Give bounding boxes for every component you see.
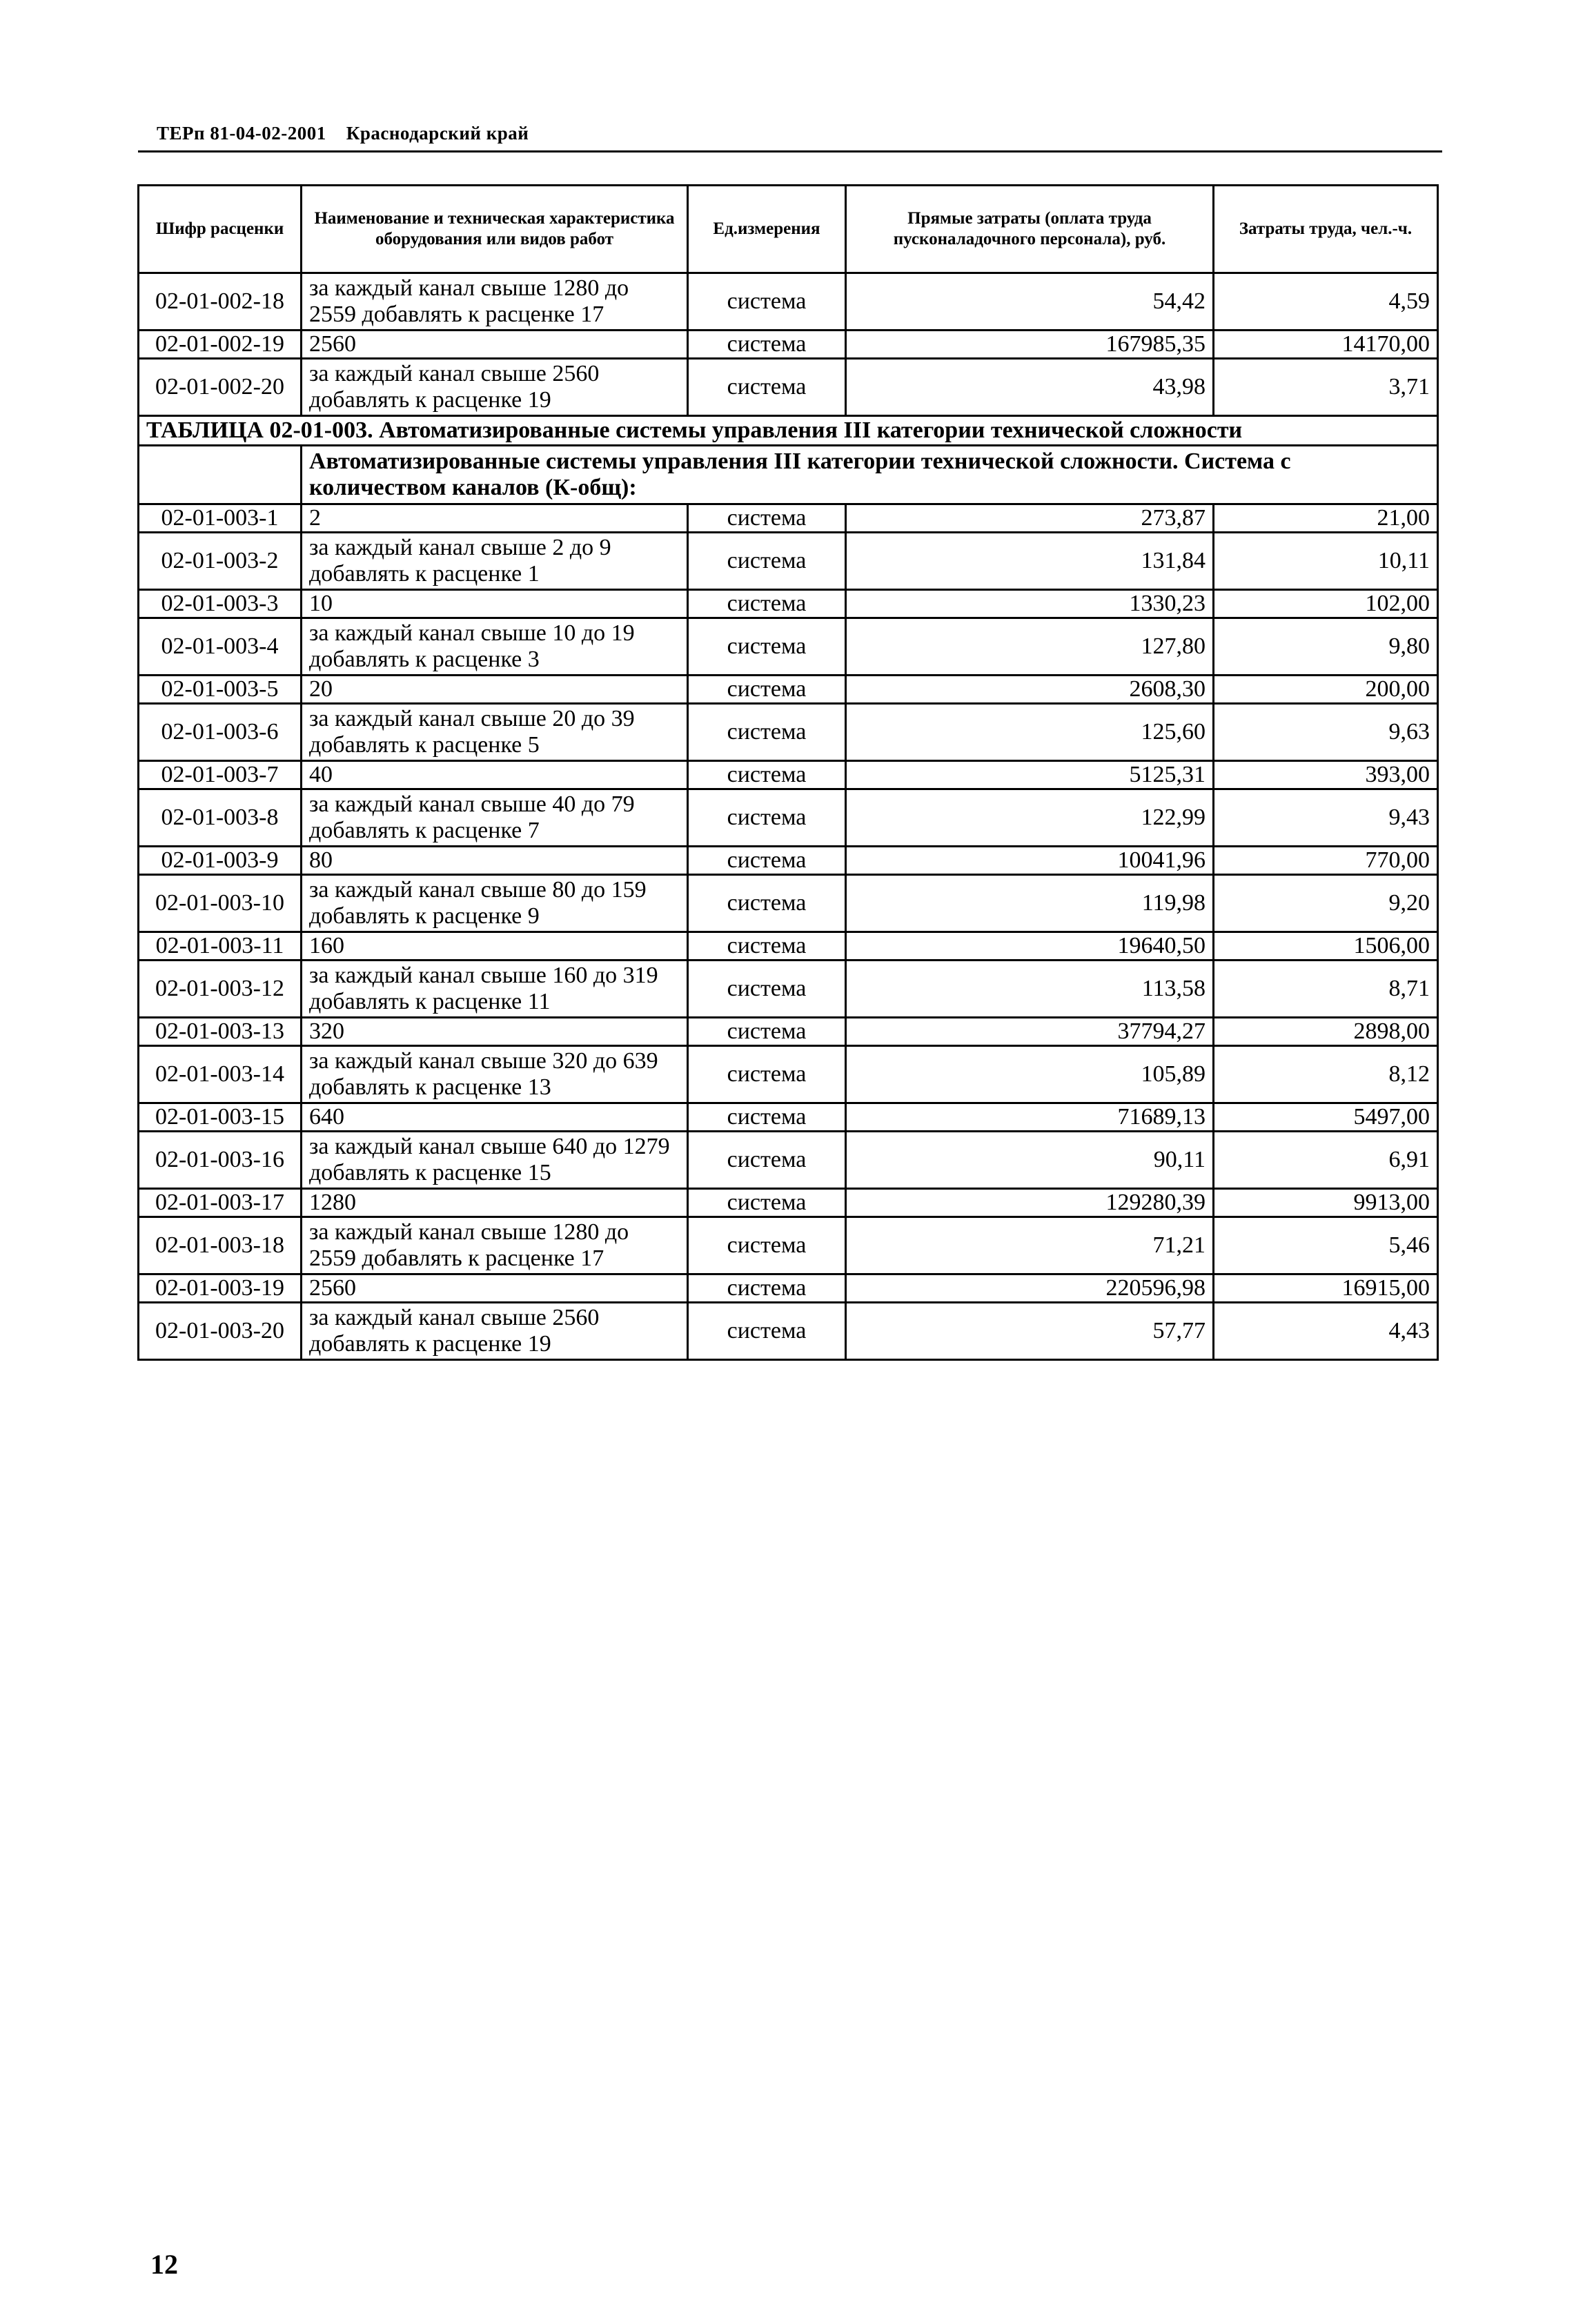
table-row — [139, 504, 1438, 533]
labor-cost: 9913,00 — [1214, 1189, 1438, 1217]
direct-cost: 37794,27 — [846, 1018, 1214, 1046]
labor-cost: 1506,00 — [1214, 932, 1438, 961]
table-row — [139, 1217, 1438, 1274]
table-row — [139, 533, 1438, 590]
direct-cost: 90,11 — [846, 1132, 1214, 1189]
table-row — [139, 875, 1438, 932]
labor-cost: 2898,00 — [1214, 1018, 1438, 1046]
unit-of-measure: система — [688, 1303, 846, 1360]
direct-cost: 127,80 — [846, 618, 1214, 676]
labor-cost: 9,43 — [1214, 789, 1438, 847]
direct-cost: 54,42 — [846, 273, 1214, 331]
rate-code: 02-01-003-2 — [139, 533, 302, 590]
direct-cost: 119,98 — [846, 875, 1214, 932]
direct-cost: 10041,96 — [846, 847, 1214, 875]
work-description: за каждый канал свыше 1280 до 2559 добавлять к расценке 17 — [302, 1217, 688, 1274]
column-header-name: Наименование и техническая характеристика оборудования или видов работ — [302, 186, 688, 273]
labor-cost: 5497,00 — [1214, 1103, 1438, 1132]
work-description: за каждый канал свыше 2560 добавлять к расценке 19 — [302, 1303, 688, 1360]
unit-of-measure: система — [688, 1018, 846, 1046]
direct-cost: 220596,98 — [846, 1274, 1214, 1303]
unit-of-measure: система — [688, 676, 846, 704]
rate-code: 02-01-003-1 — [139, 504, 302, 533]
labor-cost: 770,00 — [1214, 847, 1438, 875]
unit-of-measure: система — [688, 331, 846, 359]
rate-code: 02-01-003-20 — [139, 1303, 302, 1360]
direct-cost: 71689,13 — [846, 1103, 1214, 1132]
work-description: за каждый канал свыше 160 до 319 добавлять к расценке 11 — [302, 961, 688, 1018]
work-description: 160 — [302, 932, 688, 961]
unit-of-measure: система — [688, 1274, 846, 1303]
column-header-code: Шифр расценки — [139, 186, 302, 273]
labor-cost: 16915,00 — [1214, 1274, 1438, 1303]
work-description: за каждый канал свыше 2560 добавлять к расценке 19 — [302, 359, 688, 416]
group-title: Автоматизированные системы управления III категории технической сложности. Система с количеством каналов (К-общ): — [302, 446, 1438, 504]
labor-cost: 3,71 — [1214, 359, 1438, 416]
table-body-a — [139, 273, 1438, 416]
work-description: 1280 — [302, 1189, 688, 1217]
direct-cost: 129280,39 — [846, 1189, 1214, 1217]
rate-code: 02-01-003-5 — [139, 676, 302, 704]
region-name: Краснодарский край — [346, 123, 529, 144]
work-description: 640 — [302, 1103, 688, 1132]
direct-cost: 19640,50 — [846, 932, 1214, 961]
rate-code: 02-01-003-13 — [139, 1018, 302, 1046]
table-row — [139, 704, 1438, 761]
labor-cost: 14170,00 — [1214, 331, 1438, 359]
work-description: за каждый канал свыше 640 до 1279 добавлять к расценке 15 — [302, 1132, 688, 1189]
labor-cost: 4,59 — [1214, 273, 1438, 331]
work-description: 2560 — [302, 331, 688, 359]
table-row — [139, 961, 1438, 1018]
rate-code: 02-01-003-8 — [139, 789, 302, 847]
table-row — [139, 1303, 1438, 1360]
work-description: 40 — [302, 761, 688, 789]
direct-cost: 131,84 — [846, 533, 1214, 590]
labor-cost: 6,91 — [1214, 1132, 1438, 1189]
direct-cost: 125,60 — [846, 704, 1214, 761]
work-description: за каждый канал свыше 20 до 39 добавлять к расценке 5 — [302, 704, 688, 761]
table-row — [139, 618, 1438, 676]
column-header-labor: Затраты труда, чел.-ч. — [1214, 186, 1438, 273]
unit-of-measure: система — [688, 1189, 846, 1217]
unit-of-measure: система — [688, 847, 846, 875]
table-row — [139, 331, 1438, 359]
rate-code: 02-01-003-19 — [139, 1274, 302, 1303]
labor-cost: 8,71 — [1214, 961, 1438, 1018]
table-row — [139, 273, 1438, 331]
column-header-cost: Прямые затраты (оплата труда пусконаладочного персонала), руб. — [846, 186, 1214, 273]
document-id: ТЕРп 81-04-02-2001 — [157, 123, 326, 144]
table-row — [139, 1274, 1438, 1303]
rate-code: 02-01-002-20 — [139, 359, 302, 416]
table-row — [139, 1132, 1438, 1189]
rate-code: 02-01-003-10 — [139, 875, 302, 932]
unit-of-measure: система — [688, 618, 846, 676]
table-title-row — [139, 416, 1438, 446]
table-row — [139, 847, 1438, 875]
labor-cost: 200,00 — [1214, 676, 1438, 704]
unit-of-measure: система — [688, 932, 846, 961]
rate-code: 02-01-003-4 — [139, 618, 302, 676]
direct-cost: 167985,35 — [846, 331, 1214, 359]
direct-cost: 2608,30 — [846, 676, 1214, 704]
table-body-b — [139, 504, 1438, 1360]
table-row — [139, 761, 1438, 789]
work-description: за каждый канал свыше 1280 до 2559 добавлять к расценке 17 — [302, 273, 688, 331]
table-row — [139, 590, 1438, 618]
rate-code: 02-01-003-11 — [139, 932, 302, 961]
unit-of-measure: система — [688, 704, 846, 761]
rate-code: 02-01-003-16 — [139, 1132, 302, 1189]
header-rule — [138, 150, 1442, 152]
direct-cost: 1330,23 — [846, 590, 1214, 618]
table-header-row — [139, 186, 1438, 273]
labor-cost: 5,46 — [1214, 1217, 1438, 1274]
work-description: за каждый канал свыше 80 до 159 добавлять к расценке 9 — [302, 875, 688, 932]
table-row — [139, 932, 1438, 961]
unit-of-measure: система — [688, 359, 846, 416]
labor-cost: 8,12 — [1214, 1046, 1438, 1103]
unit-of-measure: система — [688, 590, 846, 618]
unit-of-measure: система — [688, 961, 846, 1018]
direct-cost: 113,58 — [846, 961, 1214, 1018]
unit-of-measure: система — [688, 533, 846, 590]
direct-cost: 105,89 — [846, 1046, 1214, 1103]
page-number: 12 — [150, 2249, 178, 2280]
direct-cost: 273,87 — [846, 504, 1214, 533]
rates-table — [137, 184, 1439, 1361]
table-row — [139, 676, 1438, 704]
unit-of-measure: система — [688, 273, 846, 331]
table-title: ТАБЛИЦА 02-01-003. Автоматизированные системы управления III категории технической сложности — [139, 416, 1438, 446]
labor-cost: 9,63 — [1214, 704, 1438, 761]
rate-code: 02-01-003-12 — [139, 961, 302, 1018]
labor-cost: 9,80 — [1214, 618, 1438, 676]
direct-cost: 57,77 — [846, 1303, 1214, 1360]
table-row — [139, 1103, 1438, 1132]
unit-of-measure: система — [688, 1132, 846, 1189]
work-description: 2560 — [302, 1274, 688, 1303]
table-row — [139, 1046, 1438, 1103]
table-row — [139, 1018, 1438, 1046]
rate-code: 02-01-002-19 — [139, 331, 302, 359]
labor-cost: 102,00 — [1214, 590, 1438, 618]
unit-of-measure: система — [688, 875, 846, 932]
rate-code: 02-01-003-14 — [139, 1046, 302, 1103]
table-row — [139, 359, 1438, 416]
rate-code: 02-01-003-18 — [139, 1217, 302, 1274]
work-description: за каждый канал свыше 10 до 19 добавлять к расценке 3 — [302, 618, 688, 676]
direct-cost: 71,21 — [846, 1217, 1214, 1274]
unit-of-measure: система — [688, 761, 846, 789]
work-description: 2 — [302, 504, 688, 533]
unit-of-measure: система — [688, 1046, 846, 1103]
direct-cost: 43,98 — [846, 359, 1214, 416]
work-description: 20 — [302, 676, 688, 704]
unit-of-measure: система — [688, 789, 846, 847]
direct-cost: 122,99 — [846, 789, 1214, 847]
group-title-row — [139, 446, 1438, 504]
work-description: за каждый канал свыше 320 до 639 добавлять к расценке 13 — [302, 1046, 688, 1103]
rate-code: 02-01-003-3 — [139, 590, 302, 618]
table-row — [139, 1189, 1438, 1217]
rate-code: 02-01-002-18 — [139, 273, 302, 331]
running-header — [157, 123, 529, 144]
unit-of-measure: система — [688, 1103, 846, 1132]
rate-code: 02-01-003-6 — [139, 704, 302, 761]
work-description: 320 — [302, 1018, 688, 1046]
labor-cost: 10,11 — [1214, 533, 1438, 590]
rate-code: 02-01-003-17 — [139, 1189, 302, 1217]
labor-cost: 4,43 — [1214, 1303, 1438, 1360]
work-description: за каждый канал свыше 2 до 9 добавлять к расценке 1 — [302, 533, 688, 590]
rate-code: 02-01-003-9 — [139, 847, 302, 875]
table-row — [139, 789, 1438, 847]
rate-code: 02-01-003-15 — [139, 1103, 302, 1132]
direct-cost: 5125,31 — [846, 761, 1214, 789]
labor-cost: 393,00 — [1214, 761, 1438, 789]
unit-of-measure: система — [688, 1217, 846, 1274]
work-description: за каждый канал свыше 40 до 79 добавлять к расценке 7 — [302, 789, 688, 847]
unit-of-measure: система — [688, 504, 846, 533]
work-description: 80 — [302, 847, 688, 875]
column-header-unit: Ед.измерения — [688, 186, 846, 273]
group-title-empty-cell — [139, 446, 302, 504]
labor-cost: 9,20 — [1214, 875, 1438, 932]
rate-code: 02-01-003-7 — [139, 761, 302, 789]
labor-cost: 21,00 — [1214, 504, 1438, 533]
work-description: 10 — [302, 590, 688, 618]
